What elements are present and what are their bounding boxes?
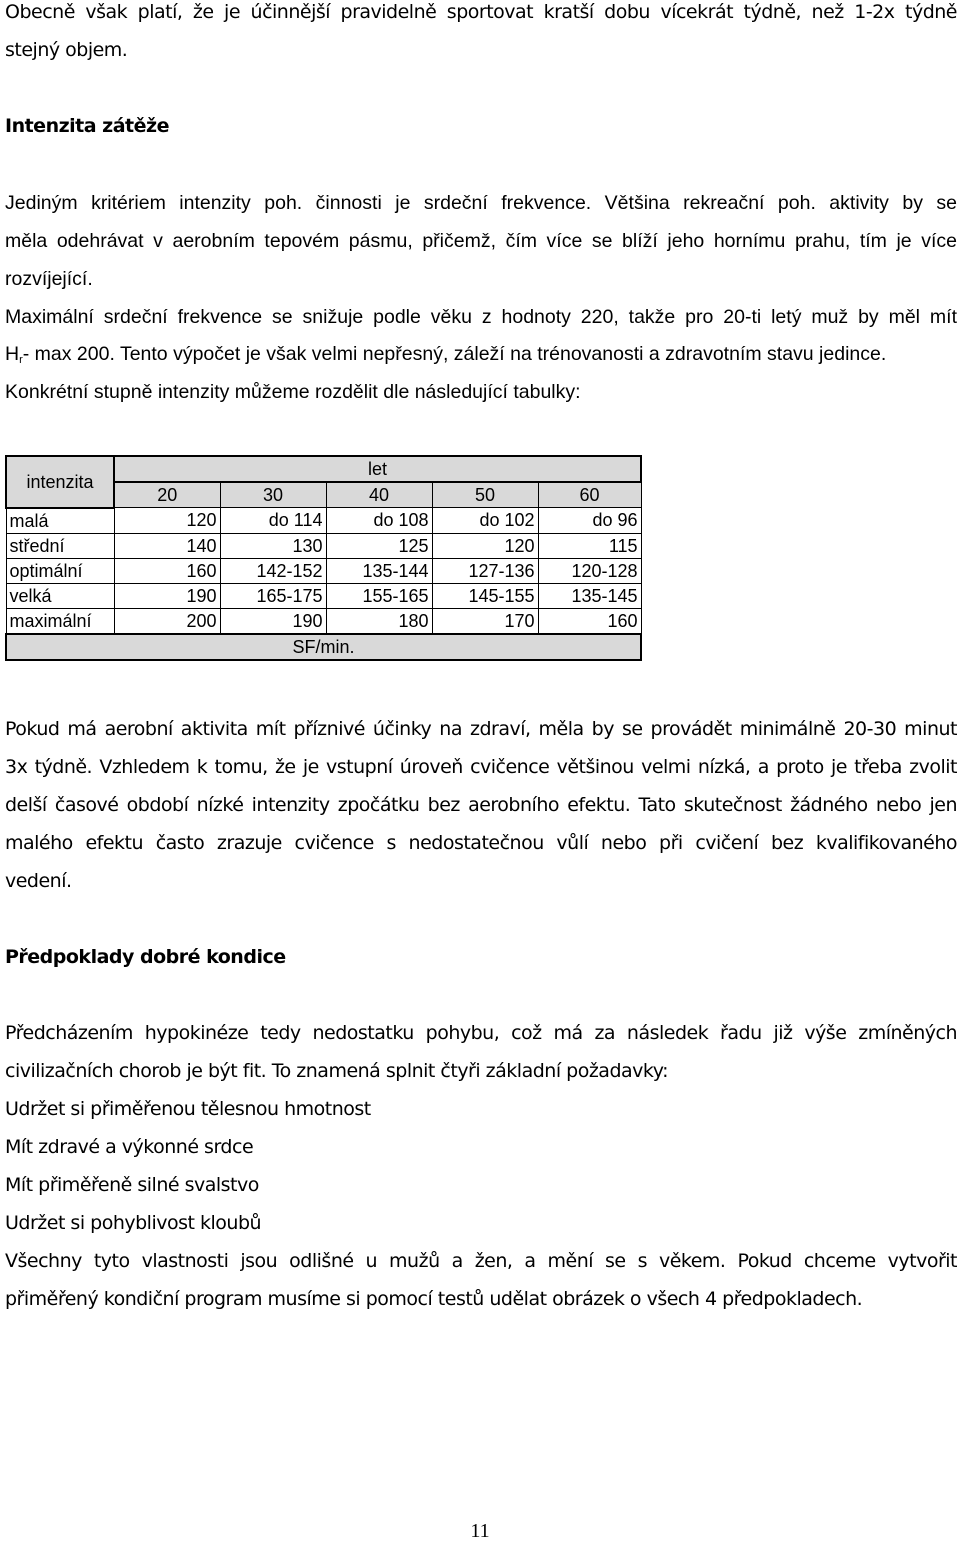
table-cell: 125 xyxy=(326,533,432,558)
p3-line-4: malého efektu často zrazuje cvičence s nedostatečnou vůlí nebo při cvičení bez kvalifikovaného xyxy=(5,832,957,854)
table-cell: do 96 xyxy=(538,508,641,534)
table-cell: 130 xyxy=(220,533,326,558)
table-cell: 190 xyxy=(220,608,326,634)
table-cell: 115 xyxy=(538,533,641,558)
p2-line-2 xyxy=(5,345,957,364)
age-header: 30 xyxy=(220,482,326,508)
table-cell: 155-165 xyxy=(326,583,432,608)
p1-line-2: měla odehrávat v aerobním tepovém pásmu, přičemž, čím více se blíží jeho hornímu prahu, tím je více xyxy=(5,230,957,252)
table-cell: 190 xyxy=(114,583,220,608)
table-cell: 120 xyxy=(114,508,220,534)
p3-line-3: delší časové období nízké intenzity zpočátku bez aerobního efektu. Tato skutečnost žádného nebo jen xyxy=(5,794,957,816)
row-label: velká xyxy=(6,583,114,608)
intro-line-1: Obecně však platí, že je účinnější pravidelně sportovat kratší dobu vícekrát týdně, než 1-2x týdně xyxy=(5,1,957,23)
list-item: Udržet si přiměřenou tělesnou hmotnost xyxy=(5,1098,371,1120)
table-cell: 145-155 xyxy=(432,583,538,608)
table-cell: 170 xyxy=(432,608,538,634)
list-item: Mít přiměřeně silné svalstvo xyxy=(5,1174,259,1196)
table-cell: do 114 xyxy=(220,508,326,534)
p1-line-1: Jediným kritériem intenzity poh. činnosti je srdeční frekvence. Většina rekreační poh. aktivity by se xyxy=(5,192,957,214)
table-cell: do 108 xyxy=(326,508,432,534)
p5-line-1: Všechny tyto vlastnosti jsou odlišné u mužů a žen, a mění se s věkem. Pokud chceme vytvořit xyxy=(5,1250,957,1272)
table-group-header: let xyxy=(114,456,641,482)
p5-line-2: přiměřený kondiční program musíme si pomocí testů udělat obrázek o všech 4 předpokladech. xyxy=(5,1288,863,1310)
hr-symbol: H xyxy=(5,343,20,365)
table-cell: do 102 xyxy=(432,508,538,534)
page-number: 11 xyxy=(470,1520,490,1542)
p3-line-1: Pokud má aerobní aktivita mít příznivé účinky na zdraví, měla by se provádět minimálně 20-30 minut xyxy=(5,718,957,740)
intensity-table xyxy=(5,455,642,661)
table-row xyxy=(6,583,641,608)
p2-line-2-rest: - max 200. Tento výpočet je však velmi nepřesný, záleží na trénovanosti a zdravotním stavu jedince. xyxy=(22,343,887,365)
heading-intensity: Intenzita zátěže xyxy=(5,115,169,137)
table-cell: 127-136 xyxy=(432,558,538,583)
hr-subscript: r xyxy=(19,354,23,366)
table-cell: 200 xyxy=(114,608,220,634)
p4-line-2: civilizačních chorob je být fit. To znamená splnit čtyři základní požadavky: xyxy=(5,1060,668,1082)
p3-line-5: vedení. xyxy=(5,870,72,892)
heading-fitness: Předpoklady dobré kondice xyxy=(5,946,286,968)
table-row xyxy=(6,558,641,583)
table-row xyxy=(6,508,641,534)
age-header: 40 xyxy=(326,482,432,508)
table-cell: 165-175 xyxy=(220,583,326,608)
table-cell: 142-152 xyxy=(220,558,326,583)
p2-line-1: Maximální srdeční frekvence se snižuje podle věku z hodnoty 220, takže pro 20-ti letý muž by měl mít xyxy=(5,306,957,328)
row-label: střední xyxy=(6,533,114,558)
age-header: 60 xyxy=(538,482,641,508)
table-cell: 160 xyxy=(538,608,641,634)
table-cell: 135-144 xyxy=(326,558,432,583)
table-row xyxy=(6,608,641,634)
intro-line-2: stejný objem. xyxy=(5,39,128,61)
p3-line-2: 3x týdně. Vzhledem k tomu, že je vstupní úroveň cvičence většinou velmi nízká, a proto je třeba zvolit xyxy=(5,756,957,778)
table-cell: 120 xyxy=(432,533,538,558)
table-cell: 135-145 xyxy=(538,583,641,608)
table-cell: 160 xyxy=(114,558,220,583)
table-row xyxy=(6,533,641,558)
table-cell: 120-128 xyxy=(538,558,641,583)
p1-line-3: rozvíjející. xyxy=(5,268,93,290)
list-item: Udržet si pohyblivost kloubů xyxy=(5,1212,262,1234)
row-label: optimální xyxy=(6,558,114,583)
p2-line-3: Konkrétní stupně intenzity můžeme rozdělit dle následující tabulky: xyxy=(5,381,581,403)
table-unit-footer: SF/min. xyxy=(6,634,641,660)
p4-line-1: Předcházením hypokinéze tedy nedostatku pohybu, což má za následek řadu již výše zmíněných xyxy=(5,1022,957,1044)
row-label: maximální xyxy=(6,608,114,634)
table-cell: 180 xyxy=(326,608,432,634)
table-corner-header: intenzita xyxy=(6,456,114,508)
age-header: 50 xyxy=(432,482,538,508)
table-cell: 140 xyxy=(114,533,220,558)
list-item: Mít zdravé a výkonné srdce xyxy=(5,1136,254,1158)
age-header: 20 xyxy=(114,482,220,508)
row-label: malá xyxy=(6,508,114,534)
